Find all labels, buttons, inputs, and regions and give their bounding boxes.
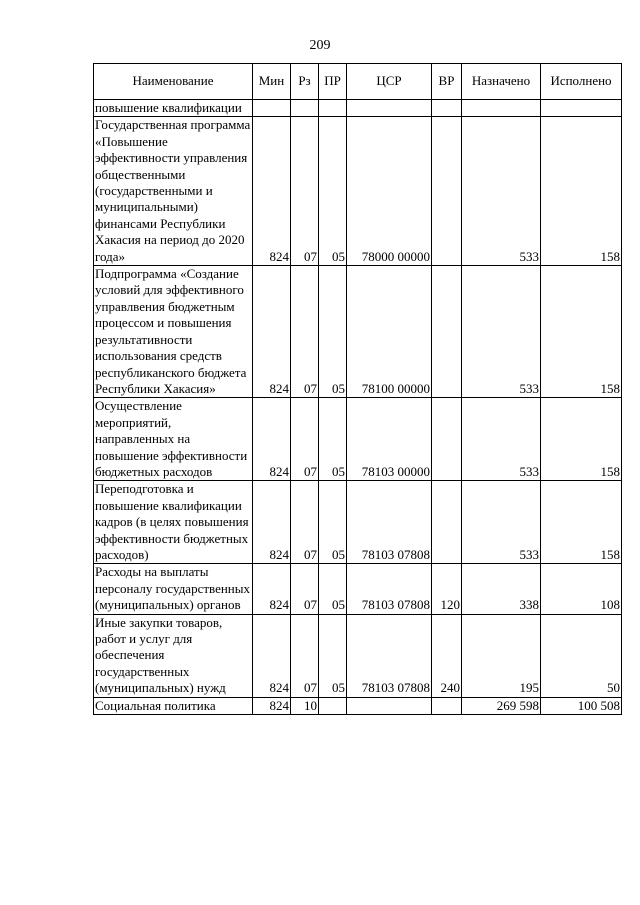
row-csr [347, 100, 432, 117]
header-vr: ВР [432, 64, 462, 100]
row-vr: 240 [432, 614, 462, 697]
row-name: Социальная политика [94, 697, 253, 714]
row-assigned: 269 598 [462, 697, 541, 714]
row-name: Осуществление мероприятий, направленных на повышение эффективности бюджетных расходов [94, 398, 253, 481]
header-rz: Рз [291, 64, 319, 100]
row-assigned: 338 [462, 564, 541, 614]
row-assigned [462, 100, 541, 117]
row-rz: 07 [291, 564, 319, 614]
row-rz: 07 [291, 266, 319, 398]
row-pr: 05 [319, 398, 347, 481]
row-min: 824 [253, 266, 291, 398]
table-row [94, 398, 622, 481]
row-executed: 158 [541, 481, 622, 564]
row-executed: 108 [541, 564, 622, 614]
table-row [94, 564, 622, 614]
row-executed: 158 [541, 117, 622, 266]
row-rz: 07 [291, 117, 319, 266]
row-rz: 07 [291, 481, 319, 564]
header-assigned: Назначено [462, 64, 541, 100]
header-csr: ЦСР [347, 64, 432, 100]
row-pr: 05 [319, 481, 347, 564]
table-header-row [94, 64, 622, 100]
row-rz: 07 [291, 398, 319, 481]
row-executed: 158 [541, 398, 622, 481]
table-row [94, 481, 622, 564]
row-executed: 100 508 [541, 697, 622, 714]
row-name: Переподготовка и повышение квалификации кадров (в целях повышения эффективности бюджетных расходов) [94, 481, 253, 564]
row-name: повышение квалификации [94, 100, 253, 117]
row-assigned: 195 [462, 614, 541, 697]
budget-table [93, 63, 622, 715]
row-assigned: 533 [462, 117, 541, 266]
row-executed: 158 [541, 266, 622, 398]
row-pr [319, 100, 347, 117]
row-vr [432, 266, 462, 398]
row-vr [432, 481, 462, 564]
row-min: 824 [253, 697, 291, 714]
row-csr [347, 697, 432, 714]
header-pr: ПР [319, 64, 347, 100]
row-min: 824 [253, 614, 291, 697]
row-pr: 05 [319, 266, 347, 398]
row-rz [291, 100, 319, 117]
row-csr: 78103 07808 [347, 481, 432, 564]
row-min: 824 [253, 481, 291, 564]
header-executed: Исполнено [541, 64, 622, 100]
row-csr: 78000 00000 [347, 117, 432, 266]
row-pr: 05 [319, 564, 347, 614]
row-executed: 50 [541, 614, 622, 697]
row-name: Государственная программа «Повышение эффективности управления общественными (государственными и муниципальными) финансами Республики Хакасия на период до 2020 года» [94, 117, 253, 266]
row-vr: 120 [432, 564, 462, 614]
page-number: 209 [309, 38, 331, 53]
row-executed [541, 100, 622, 117]
row-pr: 05 [319, 614, 347, 697]
row-min: 824 [253, 564, 291, 614]
row-assigned: 533 [462, 398, 541, 481]
row-name: Иные закупки товаров, работ и услуг для обеспечения государственных (муниципальных) нужд [94, 614, 253, 697]
header-min: Мин [253, 64, 291, 100]
row-rz: 07 [291, 614, 319, 697]
row-name: Расходы на выплаты персоналу государственных (муниципальных) органов [94, 564, 253, 614]
table-row [94, 614, 622, 697]
row-pr [319, 697, 347, 714]
header-name: Наименование [94, 64, 253, 100]
row-min [253, 100, 291, 117]
row-csr: 78103 00000 [347, 398, 432, 481]
row-min: 824 [253, 398, 291, 481]
row-vr [432, 117, 462, 266]
row-csr: 78100 00000 [347, 266, 432, 398]
row-pr: 05 [319, 117, 347, 266]
row-vr [432, 398, 462, 481]
table-row [94, 266, 622, 398]
row-assigned: 533 [462, 481, 541, 564]
table-row [94, 100, 622, 117]
row-name: Подпрограмма «Создание условий для эффективного управлвения бюджетным процессом и повышения результативности использования средств республиканского бюджета Республики Хакасия» [94, 266, 253, 398]
row-rz: 10 [291, 697, 319, 714]
row-vr [432, 697, 462, 714]
row-csr: 78103 07808 [347, 614, 432, 697]
table-row [94, 117, 622, 266]
row-vr [432, 100, 462, 117]
table-row [94, 697, 622, 714]
row-assigned: 533 [462, 266, 541, 398]
row-csr: 78103 07808 [347, 564, 432, 614]
row-min: 824 [253, 117, 291, 266]
